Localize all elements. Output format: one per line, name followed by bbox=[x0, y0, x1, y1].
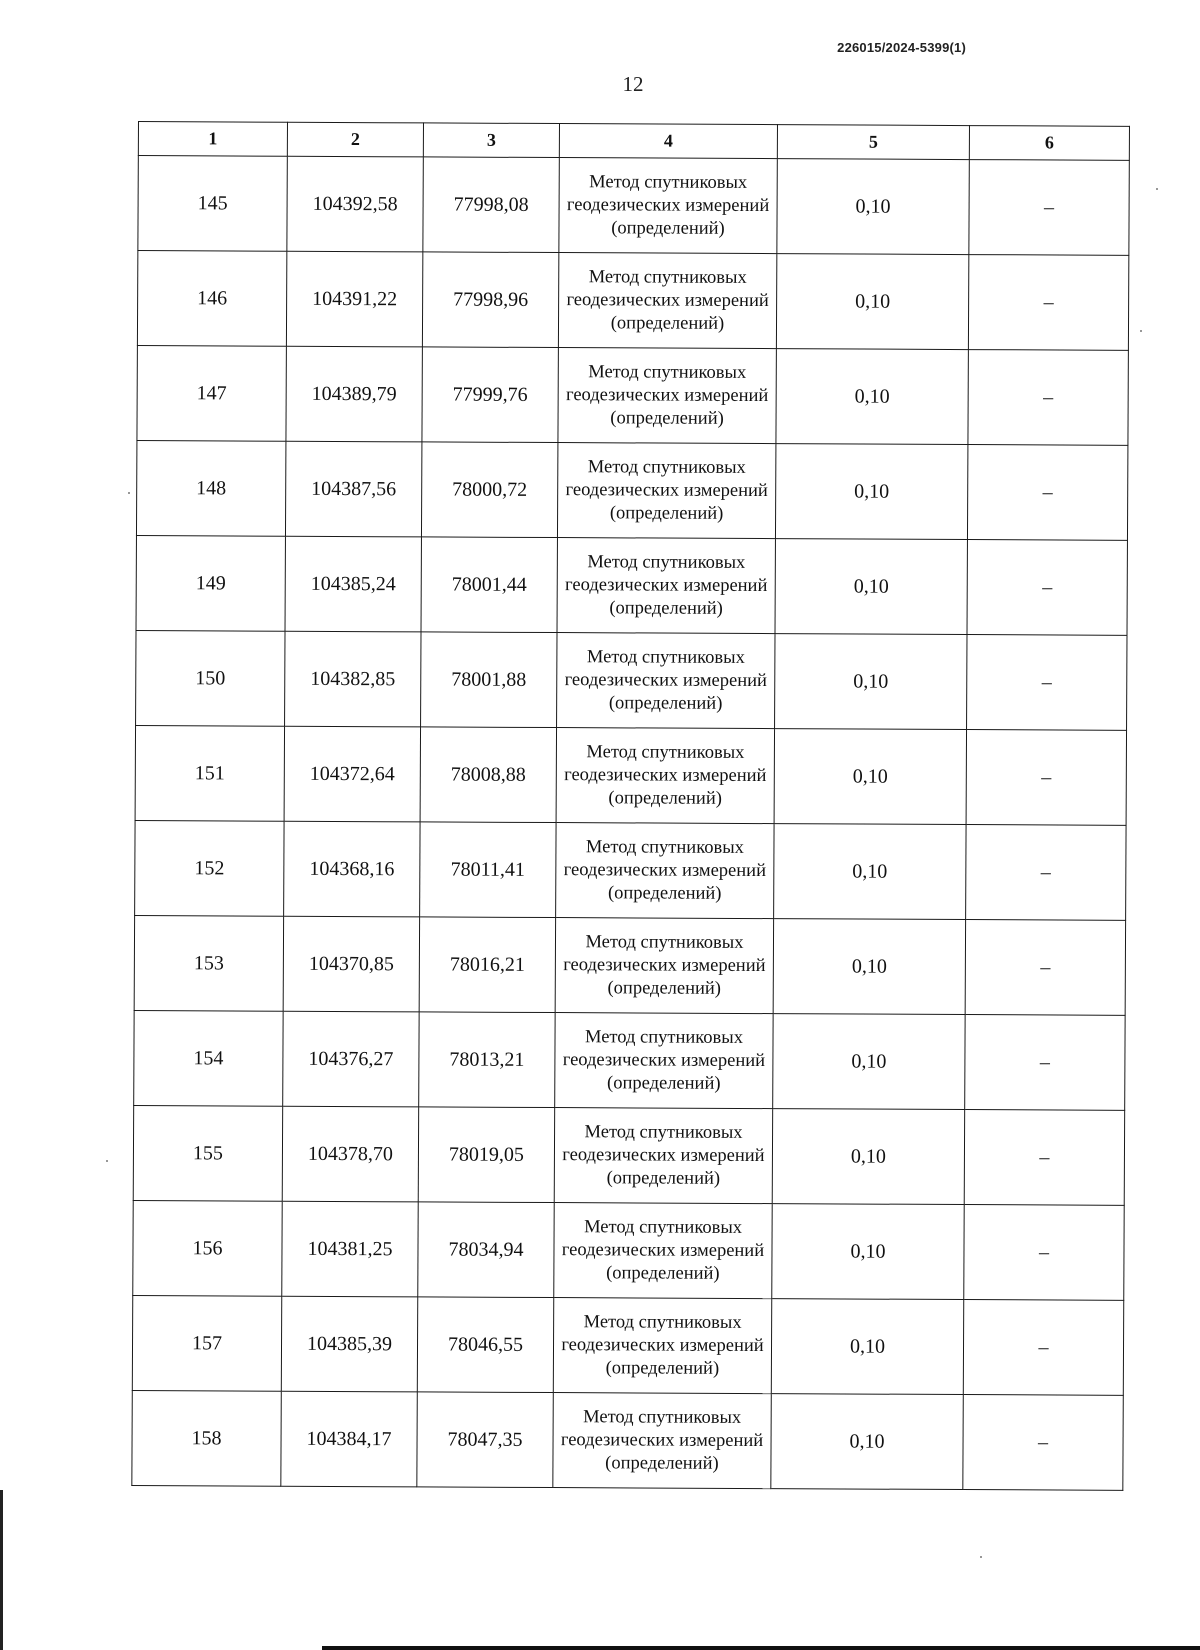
point-number-cell: 150 bbox=[136, 630, 285, 726]
page-number: 12 bbox=[622, 72, 644, 96]
scan-bottom-edge bbox=[322, 1646, 1200, 1650]
y-coordinate-cell: 78013,21 bbox=[419, 1012, 555, 1108]
x-coordinate-cell: 104378,70 bbox=[282, 1106, 418, 1202]
note-cell: – bbox=[963, 1300, 1123, 1396]
x-coordinate-cell: 104385,24 bbox=[285, 536, 421, 632]
x-coordinate-cell: 104387,56 bbox=[285, 441, 421, 537]
table-row bbox=[132, 1390, 1123, 1490]
coordinates-table bbox=[131, 121, 1130, 1491]
x-coordinate-cell: 104384,17 bbox=[281, 1391, 417, 1487]
accuracy-cell: 0,10 bbox=[775, 634, 967, 730]
note-cell: – bbox=[968, 255, 1128, 351]
accuracy-cell: 0,10 bbox=[773, 1014, 965, 1110]
accuracy-cell: 0,10 bbox=[775, 444, 967, 540]
note-cell: – bbox=[967, 540, 1127, 636]
method-cell: Метод спутниковых геодезических измерений (определений) bbox=[557, 443, 775, 539]
note-cell: – bbox=[965, 1015, 1125, 1111]
method-cell: Метод спутниковых геодезических измерений (определений) bbox=[559, 158, 777, 254]
point-number-cell: 153 bbox=[134, 915, 283, 1011]
point-number-cell: 149 bbox=[136, 535, 285, 631]
table-row bbox=[137, 345, 1128, 445]
method-cell: Метод спутниковых геодезических измерений (определений) bbox=[556, 823, 774, 919]
x-coordinate-cell: 104370,85 bbox=[283, 916, 419, 1012]
accuracy-cell: 0,10 bbox=[777, 159, 969, 255]
table-row bbox=[135, 725, 1126, 825]
column-header: 2 bbox=[287, 122, 423, 157]
method-cell: Метод спутниковых геодезических измерений (определений) bbox=[554, 1203, 772, 1299]
point-number-cell: 148 bbox=[136, 440, 285, 536]
table-row bbox=[136, 535, 1127, 635]
method-cell: Метод спутниковых геодезических измерений (определений) bbox=[556, 728, 774, 824]
column-header: 5 bbox=[777, 125, 969, 160]
note-cell: – bbox=[964, 1205, 1124, 1301]
note-cell: – bbox=[964, 1110, 1124, 1206]
column-header: 1 bbox=[138, 122, 287, 157]
table-row bbox=[137, 251, 1128, 351]
y-coordinate-cell: 77998,96 bbox=[422, 252, 558, 348]
scan-speck bbox=[1156, 188, 1158, 190]
table-row bbox=[136, 630, 1127, 730]
table-header-row bbox=[138, 122, 1129, 161]
y-coordinate-cell: 77999,76 bbox=[422, 347, 558, 443]
column-header: 3 bbox=[423, 123, 559, 158]
y-coordinate-cell: 78000,72 bbox=[421, 442, 557, 538]
table-row bbox=[132, 1295, 1123, 1395]
x-coordinate-cell: 104385,39 bbox=[281, 1296, 417, 1392]
y-coordinate-cell: 77998,08 bbox=[423, 157, 559, 253]
y-coordinate-cell: 78016,21 bbox=[419, 917, 555, 1013]
x-coordinate-cell: 104381,25 bbox=[282, 1201, 418, 1297]
accuracy-cell: 0,10 bbox=[771, 1299, 963, 1395]
scan-speck bbox=[980, 1556, 982, 1558]
point-number-cell: 154 bbox=[134, 1010, 283, 1106]
table-row bbox=[134, 915, 1125, 1015]
point-number-cell: 147 bbox=[137, 345, 286, 441]
table-row bbox=[135, 820, 1126, 920]
point-number-cell: 151 bbox=[135, 725, 284, 821]
note-cell: – bbox=[966, 825, 1126, 921]
y-coordinate-cell: 78034,94 bbox=[418, 1202, 554, 1298]
method-cell: Метод спутниковых геодезических измерений (определений) bbox=[554, 1108, 772, 1204]
coordinates-table-wrapper bbox=[131, 121, 1129, 1491]
scan-speck bbox=[106, 1160, 108, 1162]
y-coordinate-cell: 78001,44 bbox=[421, 537, 557, 633]
method-cell: Метод спутниковых геодезических измерений (определений) bbox=[558, 348, 776, 444]
point-number-cell: 156 bbox=[133, 1200, 282, 1296]
note-cell: – bbox=[967, 635, 1127, 731]
scan-speck bbox=[1140, 330, 1142, 332]
method-cell: Метод спутниковых геодезических измерений (определений) bbox=[555, 918, 773, 1014]
point-number-cell: 158 bbox=[132, 1390, 281, 1486]
y-coordinate-cell: 78008,88 bbox=[420, 727, 556, 823]
accuracy-cell: 0,10 bbox=[776, 254, 968, 350]
accuracy-cell: 0,10 bbox=[774, 729, 966, 825]
point-number-cell: 146 bbox=[137, 251, 286, 347]
x-coordinate-cell: 104391,22 bbox=[286, 251, 422, 347]
accuracy-cell: 0,10 bbox=[773, 919, 965, 1015]
accuracy-cell: 0,10 bbox=[774, 824, 966, 920]
method-cell: Метод спутниковых геодезических измерений (определений) bbox=[557, 538, 775, 634]
y-coordinate-cell: 78019,05 bbox=[418, 1107, 554, 1203]
scan-left-edge bbox=[0, 1490, 3, 1650]
x-coordinate-cell: 104382,85 bbox=[285, 631, 421, 727]
document-id: 226015/2024-5399(1) bbox=[837, 40, 966, 55]
y-coordinate-cell: 78046,55 bbox=[417, 1297, 553, 1393]
table-row bbox=[138, 156, 1129, 256]
method-cell: Метод спутниковых геодезических измерений (определений) bbox=[553, 1298, 771, 1394]
note-cell: – bbox=[967, 445, 1127, 541]
table-row bbox=[133, 1105, 1124, 1205]
table-row bbox=[133, 1200, 1124, 1300]
column-header: 4 bbox=[559, 124, 777, 159]
note-cell: – bbox=[966, 730, 1126, 826]
x-coordinate-cell: 104376,27 bbox=[283, 1011, 419, 1107]
method-cell: Метод спутниковых геодезических измерений (определений) bbox=[555, 1013, 773, 1109]
x-coordinate-cell: 104372,64 bbox=[284, 726, 420, 822]
y-coordinate-cell: 78047,35 bbox=[417, 1392, 553, 1488]
accuracy-cell: 0,10 bbox=[772, 1109, 964, 1205]
table-row bbox=[136, 440, 1127, 540]
table-row bbox=[134, 1010, 1125, 1110]
x-coordinate-cell: 104389,79 bbox=[286, 346, 422, 442]
accuracy-cell: 0,10 bbox=[776, 349, 968, 445]
note-cell: – bbox=[969, 160, 1129, 256]
y-coordinate-cell: 78001,88 bbox=[421, 632, 557, 728]
point-number-cell: 152 bbox=[135, 820, 284, 916]
note-cell: – bbox=[963, 1395, 1123, 1491]
column-header: 6 bbox=[969, 126, 1129, 161]
point-number-cell: 155 bbox=[133, 1105, 282, 1201]
accuracy-cell: 0,10 bbox=[771, 1394, 963, 1490]
accuracy-cell: 0,10 bbox=[772, 1204, 964, 1300]
y-coordinate-cell: 78011,41 bbox=[420, 822, 556, 918]
x-coordinate-cell: 104368,16 bbox=[284, 821, 420, 917]
table-body bbox=[132, 156, 1129, 1491]
method-cell: Метод спутниковых геодезических измерений (определений) bbox=[553, 1393, 771, 1489]
scan-speck bbox=[128, 492, 130, 494]
point-number-cell: 145 bbox=[138, 156, 287, 252]
method-cell: Метод спутниковых геодезических измерений (определений) bbox=[558, 253, 776, 349]
method-cell: Метод спутниковых геодезических измерений (определений) bbox=[557, 633, 775, 729]
x-coordinate-cell: 104392,58 bbox=[287, 156, 423, 252]
point-number-cell: 157 bbox=[132, 1295, 281, 1391]
accuracy-cell: 0,10 bbox=[775, 539, 967, 635]
note-cell: – bbox=[965, 920, 1125, 1016]
note-cell: – bbox=[968, 350, 1128, 446]
